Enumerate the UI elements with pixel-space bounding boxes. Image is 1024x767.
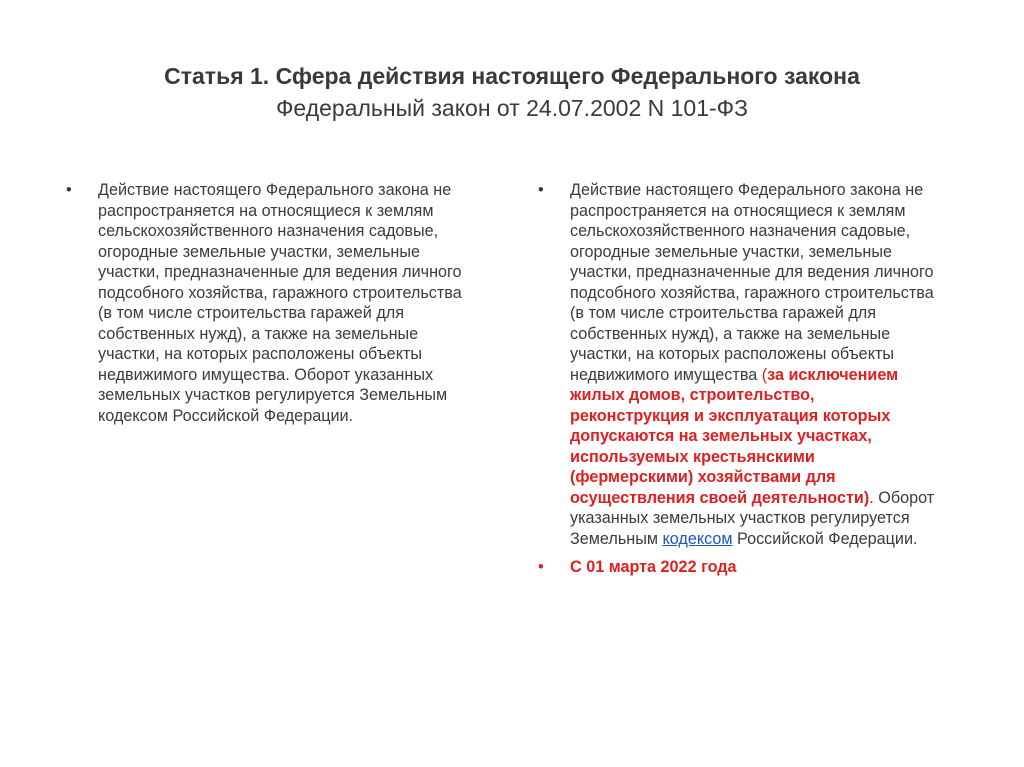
- title-article: Статья 1. Сфера действия настоящего Федерального закона: [164, 63, 860, 89]
- right-item-amendment: за исключением жилых домов, строительство, реконструкция и эксплуатация которых допускаются на земельных участках, используемых крестьянскими (фермерскими) хозяйствами для осуществления своей деятельности): [570, 365, 899, 507]
- right-item-text-part3: Российской Федерации.: [732, 529, 918, 548]
- title-law-reference: Федеральный закон от 24.07.2002 N 101-ФЗ: [275, 95, 749, 121]
- right-bullet-item-date: [538, 557, 938, 578]
- right-item-paren-open: (: [761, 365, 768, 384]
- right-column: [538, 180, 938, 586]
- slide-title: [60, 60, 964, 124]
- left-bullet-item: [66, 180, 466, 426]
- right-item-text-part2: . Оборот указанных земельных участков регулируется Земельным: [570, 488, 935, 548]
- right-bullet-list: [538, 180, 938, 578]
- left-column: [66, 180, 466, 434]
- bullet-icon: •: [538, 181, 544, 199]
- bullet-icon: •: [538, 558, 544, 576]
- right-bullet-item: [538, 180, 938, 549]
- bullet-icon: •: [66, 181, 72, 199]
- left-bullet-list: [66, 180, 466, 426]
- land-code-link[interactable]: кодексом: [662, 529, 733, 548]
- effective-date-text: С 01 марта 2022 года: [570, 558, 737, 576]
- right-item-text-part1: Действие настоящего Федерального закона не распространяется на относящиеся к землям сельскохозяйственного назначения садовые, огородные земельные участки, земельные участки, предназначенные для ведения личного подсобного хозяйства, гаражного строительства (в том числе строительства гаражей для собственных нужд), а также на земельные участки, на которых расположены объекты недвижимого имущества: [570, 181, 934, 384]
- left-item-text: Действие настоящего Федерального закона не распространяется на относящиеся к землям сельскохозяйственного назначения садовые, огородные земельные участки, земельные участки, предназначенные для ведения личного подсобного хозяйства, гаражного строительства (в том числе строительства гаражей для собственных нужд), а также на земельные участки, на которых расположены объекты недвижимого имущества. Оборот указанных земельных участков регулируется Земельным кодексом Российской Федерации.: [98, 181, 462, 425]
